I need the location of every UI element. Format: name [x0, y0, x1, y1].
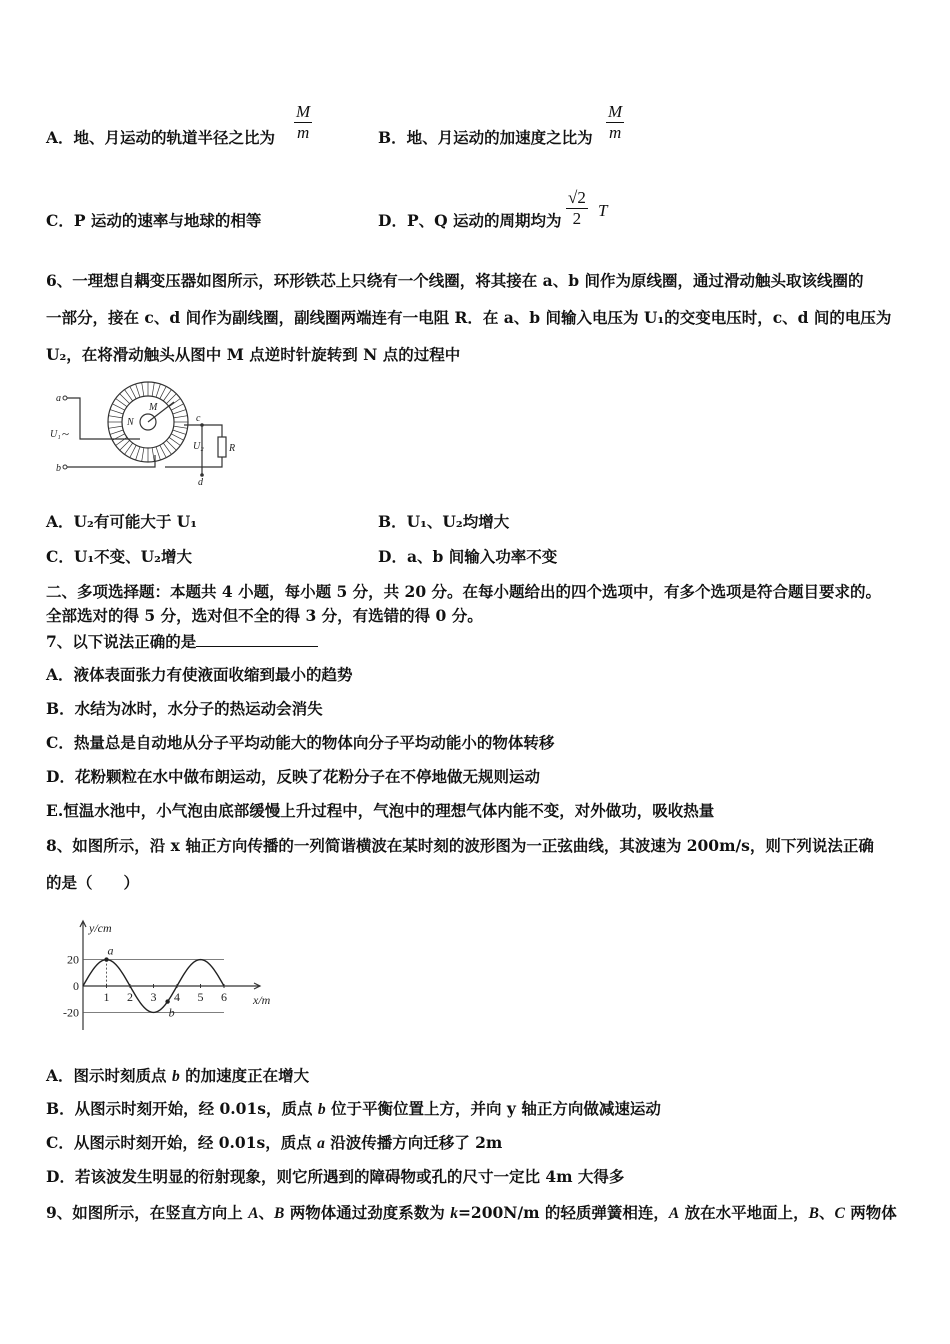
q8-option-a-rest: 的加速度正在增大 — [179, 1066, 310, 1085]
coil-turn — [142, 448, 144, 462]
q9-text: =200N/m 的轻质弹簧相连， — [457, 1203, 669, 1222]
x-tick-label: 5 — [197, 990, 204, 1004]
q5-option-a-fraction — [294, 102, 312, 143]
coil-turn — [152, 448, 154, 462]
object-a: A — [668, 1205, 680, 1222]
coil-turn — [109, 426, 123, 428]
q8-option-b — [46, 1099, 661, 1120]
q7-stem-text: 7、以下说法正确的是 — [46, 632, 197, 651]
coil-turn — [156, 447, 160, 460]
q6-stem-line1: 6、一理想自耦变压器如图所示，环形铁芯上只绕有一个线圈，将其接在 a、b 间作为原线圈，通过滑动触头取该线圈的 — [46, 271, 864, 290]
label-n: N — [127, 417, 134, 428]
q8-option-d: D．若该波发生明显的衍射现象，则它所遇到的障碍物或孔的尺寸一定比 4m 大得多 — [46, 1167, 625, 1186]
terminal-b — [63, 465, 67, 469]
spring-constant-symbol: k — [450, 1205, 458, 1222]
y-axis-label: y/cm — [89, 921, 112, 935]
fraction-denominator: 2 — [572, 209, 582, 228]
label-c: c — [196, 413, 201, 424]
x-axis-label: x/m — [253, 993, 271, 1007]
q7-option-b: B．水结为冰时，水分子的热运动会消失 — [46, 699, 323, 718]
label-u2: U₂ — [193, 441, 204, 452]
fraction-denominator: m — [296, 123, 310, 142]
autotransformer-diagram — [50, 385, 250, 488]
coil-turn — [160, 445, 166, 457]
coil-turn — [173, 410, 186, 414]
label-d: d — [198, 477, 203, 488]
object-b: B — [808, 1205, 819, 1222]
coil-turn — [171, 404, 183, 410]
coil-turn — [110, 430, 123, 434]
coil-turn — [109, 416, 123, 418]
coil-turn — [152, 383, 154, 397]
coil-turn — [156, 384, 160, 397]
y-tick-label: 0 — [73, 979, 79, 993]
terminal-a — [63, 396, 67, 400]
q8-option-c-text: C．从图示时刻开始，经 0.01s，质点 — [46, 1133, 318, 1152]
q9-text: 、 — [258, 1203, 275, 1222]
x-tick-label: 2 — [127, 990, 133, 1004]
fraction-denominator: m — [608, 123, 622, 142]
x-tick-label: 1 — [103, 990, 110, 1004]
point-label-a: a — [107, 943, 114, 958]
q7-stem — [46, 632, 318, 652]
section2-instructions-line1: 二、多项选择题：本题共 4 小题，每小题 5 分，共 20 分。在每小题给出的四个选项中，有多个选项是符合题目要求的。 — [46, 582, 882, 601]
q9-text: 、 — [819, 1203, 835, 1222]
q6-option-b: B．U₁、U₂均增大 — [378, 512, 510, 531]
coil-turn — [136, 447, 140, 460]
object-b: B — [274, 1205, 285, 1222]
point-b-symbol: b — [317, 1101, 326, 1118]
q6-stem-line2: 一部分，接在 c、d 间作为副线圈，副线圈两端连有一电阻 R．在 a、b 间输入电压为 U₁的交变电压时，c、d 间的电压为 — [46, 308, 892, 327]
q5-option-d-fraction — [566, 188, 588, 229]
q7-option-d: D．花粉颗粒在水中做布朗运动，反映了花粉分子在不停地做无规则运动 — [46, 767, 540, 786]
q5-option-d-period: T — [598, 201, 608, 220]
label-r: R — [229, 443, 236, 454]
point-a-symbol: a — [317, 1135, 325, 1152]
q8-option-a — [46, 1066, 309, 1087]
wave-chart — [55, 918, 295, 1038]
point-b — [165, 999, 169, 1003]
coil-turn — [142, 383, 144, 397]
label-m: M — [149, 402, 158, 413]
label-a: a — [56, 393, 61, 404]
coil-turn — [173, 430, 186, 434]
q7-option-c: C．热量总是自动地从分子平均动能大的物体向分子平均动能小的物体转移 — [46, 733, 555, 752]
fraction-numerator: M — [296, 102, 311, 121]
ac-source-symbol: ~ — [62, 426, 70, 441]
answer-blank — [196, 632, 318, 647]
q6-option-a: A．U₂有可能大于 U₁ — [46, 512, 198, 531]
q8-option-b-rest: 位于平衡位置上方，并向 y 轴正方向做减速运动 — [325, 1099, 661, 1118]
q9-text: 两物体 — [844, 1203, 897, 1222]
q5-option-b-fraction — [606, 102, 624, 143]
q8-option-c — [46, 1133, 502, 1154]
x-tick-label: 4 — [174, 990, 180, 1004]
q8-stem-line2: 的是（ ） — [46, 873, 140, 892]
q5-option-b: B．地、月运动的加速度之比为 — [378, 128, 593, 147]
resistor — [218, 437, 226, 457]
coil-turn — [110, 410, 123, 414]
q5-option-a: A．地、月运动的轨道半径之比为 — [46, 128, 276, 147]
label-b: b — [56, 463, 61, 474]
point-a — [104, 957, 108, 961]
q9-text: 放在水平地面上， — [679, 1203, 809, 1222]
q7-option-a: A．液体表面张力有使液面收缩到最小的趋势 — [46, 665, 353, 684]
q5-option-c: C．P 运动的速率与地球的相等 — [46, 211, 262, 230]
coil-turn — [160, 386, 166, 398]
q8-stem-line1: 8、如图所示，沿 x 轴正方向传播的一列简谐横波在某时刻的波形图为一正弦曲线，其波速为 200m/s，则下列说法正确 — [46, 836, 874, 855]
x-tick-label: 6 — [221, 990, 227, 1004]
q6-option-c: C．U₁不变、U₂增大 — [46, 547, 192, 566]
section2-instructions-line2: 全部选对的得 5 分，选对但不全的得 3 分，有选错的得 0 分。 — [46, 606, 483, 625]
q9-text: 9、如图所示，在竖直方向上 — [46, 1203, 249, 1222]
q8-option-b-text: B．从图示时刻开始，经 0.01s，质点 — [46, 1099, 318, 1118]
object-a: A — [248, 1205, 259, 1222]
q8-option-a-text: A．图示时刻质点 — [46, 1066, 172, 1085]
coil-turn — [174, 416, 188, 418]
coil-turn — [174, 426, 188, 428]
coil-turn — [171, 434, 183, 440]
x-tick-label: 3 — [150, 990, 157, 1004]
point-label-b: b — [168, 1005, 175, 1020]
coil-turn — [130, 445, 136, 457]
q7-option-e: E.恒温水池中，小气泡由底部缓慢上升过程中，气泡中的理想气体内能不变，对外做功，吸收热量 — [46, 801, 715, 820]
q5-option-d: D．P、Q 运动的周期均为 — [378, 211, 562, 230]
coil-turn — [136, 384, 140, 397]
coil-turn — [112, 404, 124, 410]
label-u1: U₁ — [50, 429, 61, 440]
y-tick-label: -20 — [63, 1005, 79, 1020]
coil-turn — [130, 386, 136, 398]
point-b-symbol: b — [171, 1068, 180, 1085]
y-tick-label: 20 — [67, 952, 79, 967]
q8-option-c-rest: 沿波传播方向迁移了 2m — [324, 1133, 503, 1152]
q6-option-d: D．a、b 间输入功率不变 — [378, 547, 558, 566]
fraction-numerator: M — [608, 102, 623, 121]
fraction-numerator: √2 — [568, 188, 586, 207]
q9-text: 两物体通过劲度系数为 — [284, 1203, 451, 1222]
object-c: C — [834, 1205, 845, 1222]
q9-stem — [46, 1203, 897, 1224]
q6-stem-line3: U₂，在将滑动触头从图中 M 点逆时针旋转到 N 点的过程中 — [46, 345, 461, 364]
terminal-c — [200, 423, 204, 427]
